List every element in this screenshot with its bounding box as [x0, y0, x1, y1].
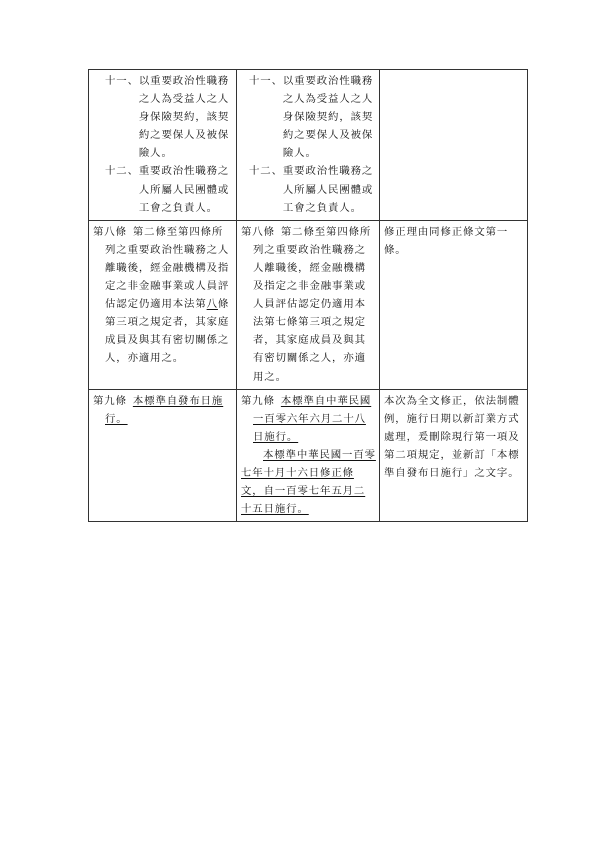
amended-text-cell	[89, 220, 237, 389]
list-item	[249, 162, 376, 216]
article-text: 第二條至第四條所列之重要政治性職務之人離職後，經金融機構及指定之非金融事業或人員評估認定仍適用本法第七條第三項之規定者，其家庭成員及與其有密切關係之人，亦適用之。	[253, 225, 372, 383]
article-9-current	[241, 392, 376, 446]
item-text: 以重要政治性職務之人為受益人之人身保險契約，該契約之要保人及被保險人。	[282, 75, 374, 160]
item-number: 十一、	[105, 75, 139, 87]
current-text-cell	[237, 70, 380, 221]
item-text: 重要政治性職務之人所屬人民團體或工會之負責人。	[282, 165, 374, 214]
article-number: 第九條	[93, 394, 127, 407]
item-number: 十二、	[105, 165, 139, 178]
article-text: 本標準自發布日施行。	[105, 394, 224, 425]
article-8-amended	[93, 223, 233, 368]
article-text: 本標準自中華民國一百零六年六月二十八日施行。	[253, 394, 372, 443]
article-text: 條第三項之規定者，其家庭成員及與其有密切關係之人，亦適用之。	[105, 298, 230, 365]
explanation-cell: 本次為全文修正，依法制體例，施行日期以新訂業方式處理，爰刪除現行第一項及第二項規定，並新訂「本標準自發布日施行」之文字。	[380, 389, 528, 522]
article-8-current	[241, 223, 376, 386]
article-number: 第八條	[241, 225, 275, 238]
article-number: 第八條	[93, 225, 127, 238]
table-row	[89, 389, 528, 522]
comparison-table	[88, 69, 528, 522]
amended-text-cell	[89, 389, 237, 522]
list-item	[105, 72, 233, 162]
item-text: 以重要政治性職務之人為受益人之人身保險契約，該契約之要保人及被保險人。	[138, 75, 230, 160]
amended-text-cell	[89, 70, 237, 221]
amended-mark: 八	[206, 298, 218, 311]
explanation-cell	[380, 70, 528, 221]
article-text: 本標準中華民國一百零七年十月十六日修正條文，自一百零七年五月二十五日施行。	[241, 448, 376, 516]
current-text-cell	[237, 220, 380, 389]
item-number: 十一、	[249, 75, 283, 87]
article-number: 第九條	[241, 394, 275, 407]
article-9-amended	[93, 392, 233, 428]
list-item	[249, 72, 376, 162]
table-row	[89, 70, 528, 221]
table-row	[89, 220, 528, 389]
article-text: 第二條至第四條所列之重要政治性職務之人離職後，經金融機構及指定之非金融事業或人員評估認定仍適用本法第	[105, 225, 230, 311]
list-item	[105, 162, 233, 216]
current-text-cell	[237, 389, 380, 522]
item-text: 重要政治性職務之人所屬人民團體或工會之負責人。	[138, 165, 230, 214]
explanation-cell: 修正理由同修正條文第一條。	[380, 220, 528, 389]
item-number: 十二、	[249, 165, 283, 178]
article-9-paragraph-2	[241, 446, 376, 518]
